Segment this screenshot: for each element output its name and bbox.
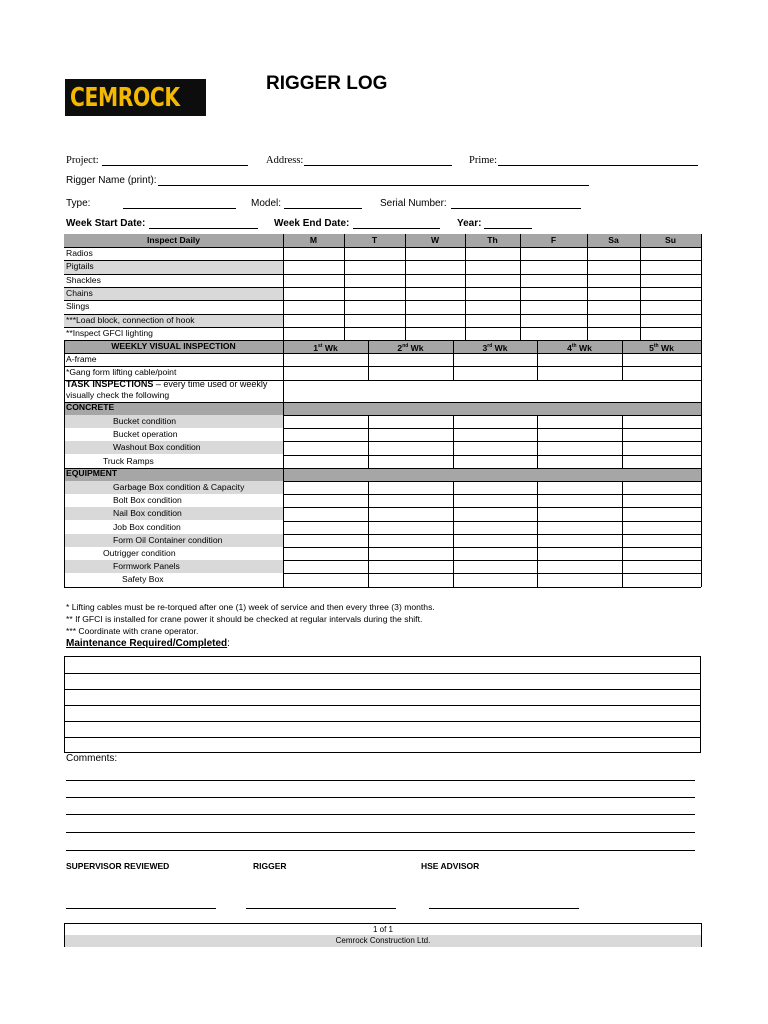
maintenance-label: Maintenance Required/Completed <box>66 638 228 649</box>
concrete-check-cell[interactable] <box>537 455 622 468</box>
concrete-check-cell[interactable] <box>283 441 368 454</box>
equipment-check-cell[interactable] <box>453 494 537 507</box>
day-header-t: T <box>371 235 378 245</box>
daily-check-cell[interactable] <box>344 300 405 313</box>
daily-check-cell[interactable] <box>405 287 465 300</box>
concrete-item-label: Washout Box condition <box>113 442 201 452</box>
daily-check-cell[interactable] <box>587 300 640 313</box>
concrete-check-cell[interactable] <box>622 415 701 428</box>
daily-check-cell[interactable] <box>587 327 640 340</box>
grid-rule <box>64 380 65 402</box>
equipment-item-label: Job Box condition <box>113 522 181 532</box>
equipment-check-cell[interactable] <box>622 507 701 520</box>
type-label: Type: <box>66 198 91 209</box>
grid-rule <box>520 234 521 340</box>
daily-check-cell[interactable] <box>344 314 405 327</box>
maintenance-box[interactable] <box>64 656 701 753</box>
weekly-check-cell[interactable] <box>537 366 622 379</box>
company-name: Cemrock Construction Ltd. <box>65 935 701 947</box>
grid-rule <box>64 287 701 288</box>
grid-rule <box>64 247 701 248</box>
week-header-3: 3rd Wk <box>482 342 508 353</box>
grid-rule <box>453 340 454 380</box>
concrete-check-cell[interactable] <box>368 428 453 441</box>
week-header-4: 4th Wk <box>567 342 592 353</box>
grid-rule <box>283 402 284 415</box>
equipment-check-cell[interactable] <box>368 534 453 547</box>
grid-rule <box>64 260 701 261</box>
equipment-item-label: Bolt Box condition <box>113 495 182 505</box>
week-suffix: th <box>653 343 659 349</box>
daily-check-cell[interactable] <box>283 327 344 340</box>
daily-check-cell[interactable] <box>640 274 701 287</box>
daily-check-cell[interactable] <box>640 300 701 313</box>
equipment-check-cell[interactable] <box>453 507 537 520</box>
equipment-check-cell[interactable] <box>537 494 622 507</box>
daily-check-cell[interactable] <box>283 260 344 273</box>
weekly-item-label: *Gang form lifting cable/point <box>66 367 177 378</box>
page-number: 1 of 1 <box>65 924 701 936</box>
comment-line-2[interactable] <box>66 797 695 798</box>
equipment-check-cell[interactable] <box>283 560 368 573</box>
week-start-label: Week Start Date: <box>66 218 146 229</box>
equipment-check-cell[interactable] <box>453 547 537 560</box>
daily-check-cell[interactable] <box>283 300 344 313</box>
grid-rule <box>537 481 538 587</box>
week-suffix: nd <box>402 343 409 349</box>
grid-rule <box>701 402 702 415</box>
daily-check-cell[interactable] <box>405 274 465 287</box>
equipment-check-cell[interactable] <box>283 534 368 547</box>
grid-rule <box>453 481 454 587</box>
concrete-check-cell[interactable] <box>537 415 622 428</box>
day-header-th: Th <box>487 235 498 245</box>
equipment-check-cell[interactable] <box>622 547 701 560</box>
page-footer <box>64 923 702 947</box>
maintenance-heading <box>66 638 230 649</box>
grid-rule <box>368 481 369 587</box>
equipment-check-cell[interactable] <box>283 547 368 560</box>
equipment-item-label: Safety Box <box>122 574 164 584</box>
grid-rule <box>64 340 701 341</box>
prime-label: Prime: <box>469 155 497 166</box>
grid-rule <box>283 415 284 468</box>
concrete-check-cell[interactable] <box>368 415 453 428</box>
grid-rule <box>64 402 65 415</box>
grid-rule <box>283 340 284 380</box>
daily-check-cell[interactable] <box>520 314 587 327</box>
grid-rule <box>64 415 65 468</box>
daily-check-cell[interactable] <box>640 327 701 340</box>
daily-check-cell[interactable] <box>640 314 701 327</box>
hse-label: HSE ADVISOR <box>421 861 480 871</box>
weekly-check-cell[interactable] <box>622 366 701 379</box>
grid-rule <box>64 481 65 587</box>
equipment-check-cell[interactable] <box>453 481 537 494</box>
equipment-item-label: Nail Box condition <box>113 508 182 518</box>
equipment-header-row <box>64 468 701 481</box>
concrete-check-cell[interactable] <box>537 428 622 441</box>
daily-check-cell[interactable] <box>283 247 344 260</box>
daily-check-cell[interactable] <box>587 247 640 260</box>
grid-rule <box>701 380 702 402</box>
equipment-check-cell[interactable] <box>537 534 622 547</box>
daily-check-cell[interactable] <box>520 274 587 287</box>
concrete-check-cell[interactable] <box>368 455 453 468</box>
comment-line-3[interactable] <box>66 814 695 815</box>
equipment-check-cell[interactable] <box>283 494 368 507</box>
grid-rule <box>283 234 284 340</box>
equipment-item-label: Outrigger condition <box>103 548 176 558</box>
week-number: 4 <box>567 342 572 353</box>
equipment-check-cell[interactable] <box>368 521 453 534</box>
equipment-check-cell[interactable] <box>453 560 537 573</box>
daily-check-cell[interactable] <box>640 287 701 300</box>
equipment-check-cell[interactable] <box>537 481 622 494</box>
week-suffix: th <box>571 343 577 349</box>
daily-check-cell[interactable] <box>587 274 640 287</box>
week-number: 1 <box>313 342 319 353</box>
footnote-2: ** If GFCI is installed for crane power it should be checked at regular intervals during the shift. <box>66 614 423 624</box>
comments-label: Comments: <box>66 753 118 764</box>
grid-rule <box>64 402 701 403</box>
supervisor-signature-line[interactable] <box>66 908 216 909</box>
equipment-check-cell[interactable] <box>537 560 622 573</box>
daily-check-cell[interactable] <box>405 300 465 313</box>
daily-check-cell[interactable] <box>405 314 465 327</box>
concrete-header-label: CONCRETE <box>66 402 115 412</box>
week-number: 2 <box>397 342 403 353</box>
daily-row-label-bg <box>64 247 283 260</box>
concrete-check-cell[interactable] <box>453 415 537 428</box>
equipment-check-cell[interactable] <box>537 521 622 534</box>
concrete-item-label: Bucket operation <box>113 429 178 439</box>
equipment-check-cell[interactable] <box>368 507 453 520</box>
concrete-check-cell[interactable] <box>283 428 368 441</box>
equipment-header-label: EQUIPMENT <box>66 468 118 478</box>
rigger-name-label: Rigger Name (print): <box>66 175 157 186</box>
footnote-1: * Lifting cables must be re-torqued after one (1) week of service and then every three (3) months. <box>66 602 435 612</box>
year-label: Year: <box>457 218 482 229</box>
grid-rule <box>405 234 406 340</box>
daily-check-cell[interactable] <box>520 260 587 273</box>
daily-check-cell[interactable] <box>465 260 520 273</box>
daily-check-cell[interactable] <box>405 327 465 340</box>
daily-item-label: ***Load block, connection of hook <box>66 314 195 325</box>
week-number: 5 <box>649 342 654 353</box>
daily-check-cell[interactable] <box>283 287 344 300</box>
daily-check-cell[interactable] <box>520 247 587 260</box>
grid-rule <box>283 468 284 481</box>
daily-check-cell[interactable] <box>465 287 520 300</box>
daily-item-label: Pigtails <box>66 261 94 272</box>
grid-rule <box>701 415 702 468</box>
daily-check-cell[interactable] <box>587 287 640 300</box>
equipment-item-label: Form Oil Container condition <box>113 535 223 545</box>
comment-line-5[interactable] <box>66 850 695 851</box>
address-label: Address: <box>266 155 304 166</box>
equipment-check-cell[interactable] <box>368 560 453 573</box>
concrete-item-label: Truck Ramps <box>103 456 154 466</box>
grid-rule <box>622 415 623 468</box>
concrete-check-cell[interactable] <box>622 428 701 441</box>
grid-rule <box>64 468 701 469</box>
comment-line-1[interactable] <box>66 780 695 781</box>
task-inspections-label <box>66 379 267 401</box>
equipment-row-label-bg <box>64 573 283 586</box>
daily-check-cell[interactable] <box>465 274 520 287</box>
equipment-check-cell[interactable] <box>453 534 537 547</box>
day-header-m: M <box>309 235 318 245</box>
week-number: 3 <box>482 342 488 353</box>
concrete-check-cell[interactable] <box>453 441 537 454</box>
daily-check-cell[interactable] <box>465 327 520 340</box>
concrete-header-row <box>64 402 701 415</box>
grid-rule <box>701 234 702 340</box>
equipment-check-cell[interactable] <box>368 481 453 494</box>
daily-check-cell[interactable] <box>283 274 344 287</box>
rigger-label: RIGGER <box>253 861 287 871</box>
daily-check-cell[interactable] <box>520 327 587 340</box>
weekly-check-cell[interactable] <box>622 353 701 366</box>
daily-check-cell[interactable] <box>640 260 701 273</box>
grid-rule <box>64 340 65 380</box>
comment-line-4[interactable] <box>66 832 695 833</box>
daily-header-label: Inspect Daily <box>146 235 200 245</box>
concrete-check-cell[interactable] <box>622 455 701 468</box>
concrete-check-cell[interactable] <box>453 455 537 468</box>
grid-rule <box>465 234 466 340</box>
equipment-check-cell[interactable] <box>622 534 701 547</box>
week-header-5: 5th Wk <box>649 342 674 353</box>
grid-rule <box>640 234 641 340</box>
grid-rule <box>587 234 588 340</box>
day-header-sa: Sa <box>608 235 619 245</box>
task-inspections-bold: TASK INSPECTIONS <box>66 379 154 389</box>
daily-item-label: Shackles <box>66 274 101 285</box>
weekly-item-label: A-frame <box>66 354 97 364</box>
equipment-check-cell[interactable] <box>368 573 453 586</box>
footnote-3: *** Coordinate with crane operator. <box>66 626 199 636</box>
daily-item-label: Radios <box>66 248 93 258</box>
logo-text: CEMROCK <box>70 82 180 113</box>
grid-rule <box>537 415 538 468</box>
daily-check-cell[interactable] <box>405 247 465 260</box>
week-suffix: st <box>318 343 323 349</box>
equipment-check-cell[interactable] <box>622 573 701 586</box>
equipment-check-cell[interactable] <box>368 547 453 560</box>
equipment-check-cell[interactable] <box>622 494 701 507</box>
daily-check-cell[interactable] <box>344 247 405 260</box>
project-label: Project: <box>66 155 99 166</box>
equipment-item-label: Garbage Box condition & Capacity <box>113 482 245 492</box>
grid-rule <box>344 234 345 340</box>
daily-check-cell[interactable] <box>344 327 405 340</box>
concrete-check-cell[interactable] <box>453 428 537 441</box>
concrete-check-cell[interactable] <box>283 415 368 428</box>
daily-check-cell[interactable] <box>520 300 587 313</box>
daily-item-label: Slings <box>66 301 90 312</box>
grid-rule <box>64 327 701 328</box>
rigger-signature-line[interactable] <box>246 908 396 909</box>
daily-check-cell[interactable] <box>465 300 520 313</box>
grid-rule <box>453 415 454 468</box>
grid-rule <box>622 481 623 587</box>
equipment-check-cell[interactable] <box>283 573 368 586</box>
day-header-su: Su <box>665 235 676 245</box>
grid-rule <box>283 380 284 402</box>
grid-rule <box>622 340 623 380</box>
document-title: RIGGER LOG <box>266 73 388 94</box>
grid-rule <box>537 340 538 380</box>
daily-row-label-bg <box>64 300 283 313</box>
equipment-check-cell[interactable] <box>622 521 701 534</box>
daily-item-label: Chains <box>66 287 93 298</box>
daily-check-cell[interactable] <box>587 314 640 327</box>
week-end-label: Week End Date: <box>274 218 350 229</box>
hse-signature-line[interactable] <box>429 908 579 909</box>
daily-item-label: **Inspect GFCI lighting <box>66 327 153 338</box>
weekly-check-cell[interactable] <box>537 353 622 366</box>
daily-check-cell[interactable] <box>344 287 405 300</box>
week-suffix: rd <box>487 343 493 349</box>
concrete-check-cell[interactable] <box>622 441 701 454</box>
weekly-check-cell[interactable] <box>283 366 368 379</box>
daily-check-cell[interactable] <box>465 247 520 260</box>
week-header-1: 1st Wk <box>313 342 338 353</box>
equipment-check-cell[interactable] <box>537 507 622 520</box>
daily-check-cell[interactable] <box>520 287 587 300</box>
grid-rule <box>64 274 701 275</box>
daily-check-cell[interactable] <box>283 314 344 327</box>
weekly-check-cell[interactable] <box>283 353 368 366</box>
task-inspections-rest: – every time used or weekly <box>153 379 268 389</box>
daily-row-label-bg <box>64 287 283 300</box>
supervisor-label: SUPERVISOR REVIEWED <box>66 861 170 871</box>
week-header-2: 2nd Wk <box>397 342 424 353</box>
grid-rule <box>368 415 369 468</box>
concrete-check-cell[interactable] <box>537 441 622 454</box>
concrete-item-label: Bucket condition <box>113 416 177 426</box>
equipment-item-label: Formwork Panels <box>113 561 180 571</box>
equipment-check-cell[interactable] <box>368 494 453 507</box>
equipment-check-cell[interactable] <box>537 573 622 586</box>
equipment-check-cell[interactable] <box>622 481 701 494</box>
equipment-check-cell[interactable] <box>453 521 537 534</box>
grid-rule <box>64 314 701 315</box>
serial-label: Serial Number: <box>380 198 447 209</box>
concrete-check-cell[interactable] <box>283 455 368 468</box>
daily-check-cell[interactable] <box>405 260 465 273</box>
daily-check-cell[interactable] <box>640 247 701 260</box>
grid-rule <box>283 481 284 587</box>
model-label: Model: <box>251 198 282 209</box>
grid-rule <box>701 340 702 380</box>
daily-check-cell[interactable] <box>587 260 640 273</box>
daily-check-cell[interactable] <box>344 260 405 273</box>
grid-rule <box>64 300 701 301</box>
equipment-check-cell[interactable] <box>283 521 368 534</box>
daily-check-cell[interactable] <box>344 274 405 287</box>
day-header-w: W <box>430 235 440 245</box>
weekly-check-cell[interactable] <box>453 366 537 379</box>
maintenance-colon: : <box>227 638 230 649</box>
daily-row-label-bg <box>64 260 283 273</box>
grid-rule <box>701 468 702 481</box>
equipment-check-cell[interactable] <box>622 560 701 573</box>
weekly-header-label: WEEKLY VISUAL INSPECTION <box>111 341 236 351</box>
task-inspections-line2: visually check the following <box>66 390 170 400</box>
equipment-check-cell[interactable] <box>283 481 368 494</box>
weekly-check-cell[interactable] <box>368 353 453 366</box>
grid-rule <box>64 468 65 481</box>
concrete-check-cell[interactable] <box>368 441 453 454</box>
weekly-check-cell[interactable] <box>368 366 453 379</box>
grid-rule <box>368 340 369 380</box>
day-header-f: F <box>550 235 557 245</box>
equipment-check-cell[interactable] <box>453 573 537 586</box>
grid-rule <box>64 587 701 588</box>
weekly-check-cell[interactable] <box>453 353 537 366</box>
grid-rule <box>701 481 702 587</box>
equipment-check-cell[interactable] <box>283 507 368 520</box>
equipment-check-cell[interactable] <box>537 547 622 560</box>
daily-check-cell[interactable] <box>465 314 520 327</box>
